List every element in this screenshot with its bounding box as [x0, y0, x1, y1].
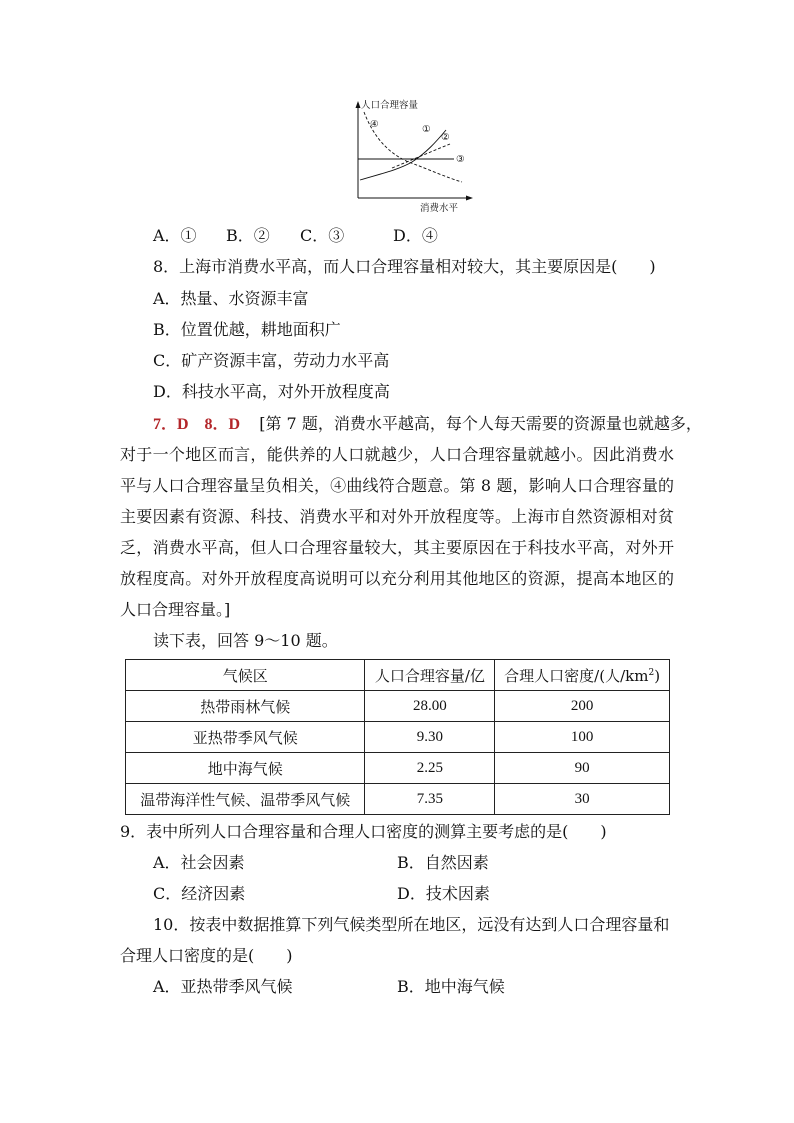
q7-option-d[interactable]: D．④	[393, 226, 438, 245]
curve-4	[364, 112, 462, 182]
answer-line-3: 平与人口合理容量呈负相关，④曲线符合题意。第 8 题，影响人口合理容量的	[120, 476, 674, 495]
consumption-capacity-graph	[350, 98, 480, 216]
q7-option-b[interactable]: B．②	[226, 226, 270, 245]
q7-option-a[interactable]: A．①	[153, 226, 197, 245]
table-intro: 读下表，回答 9～10 题。	[153, 631, 338, 650]
answer-line-5: 乏，消费水平高，但人口合理容量较大，其主要原因在于科技水平高，对外开	[120, 538, 674, 557]
q8-option-b[interactable]: B．位置优越，耕地面积广	[153, 320, 341, 339]
answer-text-1: [第 7 题，消费水平越高，每个人每天需要的资源量也就越多，	[259, 414, 702, 433]
curve-label-3: ③	[456, 154, 465, 165]
cell-capacity: 7.35	[365, 784, 495, 815]
header-density-close: )	[654, 666, 661, 685]
q8-option-d[interactable]: D．科技水平高，对外开放程度高	[153, 382, 390, 401]
curve-1	[360, 130, 446, 180]
cell-climate: 地中海气候	[126, 753, 365, 784]
q10-option-b[interactable]: B．地中海气候	[397, 977, 505, 996]
cell-density: 200	[495, 691, 670, 722]
header-density	[495, 660, 670, 691]
cell-capacity: 28.00	[365, 691, 495, 722]
cell-capacity: 2.25	[365, 753, 495, 784]
q9-option-a[interactable]: A．社会因素	[153, 853, 245, 872]
table-row	[126, 753, 670, 784]
table-row	[126, 691, 670, 722]
y-axis-label: 人口合理容量	[361, 100, 419, 111]
answer-line-6: 放程度高。对外开放程度高说明可以充分利用其他地区的资源，提高本地区的	[120, 569, 674, 588]
climate-table	[125, 659, 670, 815]
table-row	[126, 784, 670, 815]
q9-option-d[interactable]: D．技术因素	[397, 884, 490, 903]
cell-density: 30	[495, 784, 670, 815]
header-density-text: 合理人口密度/(人/km	[504, 666, 649, 685]
answer-key: 7．D 8．D	[153, 416, 241, 433]
x-axis-arrow	[466, 196, 473, 201]
header-capacity: 人口合理容量/亿	[365, 660, 495, 691]
y-axis-arrow	[356, 101, 361, 108]
q10-stem-line-1: 10．按表中数据推算下列气候类型所在地区，远没有达到人口合理容量和	[153, 915, 670, 934]
q9-option-b[interactable]: B．自然因素	[397, 853, 489, 872]
q8-stem: 8．上海市消费水平高，而人口合理容量相对较大，其主要原因是( )	[153, 257, 656, 276]
curve-label-4: ④	[370, 119, 379, 130]
answer-line-7: 人口合理容量。]	[120, 600, 231, 619]
q9-option-c[interactable]: C．经济因素	[153, 884, 246, 903]
q8-option-c[interactable]: C．矿产资源丰富，劳动力水平高	[153, 351, 390, 370]
header-density-sup: 2	[648, 667, 655, 678]
cell-capacity: 9.30	[365, 722, 495, 753]
q7-option-c[interactable]: C．③	[300, 226, 345, 245]
q10-stem-line-2: 合理人口密度的是( )	[120, 946, 293, 965]
answer-line-4: 主要因素有资源、科技、消费水平和对外开放程度等。上海市自然资源相对贫	[120, 507, 674, 526]
cell-climate: 热带雨林气候	[126, 691, 365, 722]
answer-line-2: 对于一个地区而言，能供养的人口就越少，人口合理容量就越小。因此消费水	[120, 445, 674, 464]
answer-line-1	[153, 414, 702, 435]
curve-label-2: ②	[441, 132, 450, 143]
x-axis-label: 消费水平	[420, 203, 459, 214]
table-header-row	[126, 660, 670, 691]
q10-option-a[interactable]: A．亚热带季风气候	[153, 977, 293, 996]
header-climate: 气候区	[126, 660, 365, 691]
cell-density: 90	[495, 753, 670, 784]
cell-climate: 亚热带季风气候	[126, 722, 365, 753]
curve-2	[392, 144, 450, 168]
q8-option-a[interactable]: A．热量、水资源丰富	[153, 289, 309, 308]
cell-density: 100	[495, 722, 670, 753]
q9-stem: 9．表中所列人口合理容量和合理人口密度的测算主要考虑的是( )	[120, 822, 607, 841]
curve-label-1: ①	[422, 124, 431, 135]
table-row	[126, 722, 670, 753]
cell-climate: 温带海洋性气候、温带季风气候	[126, 784, 365, 815]
